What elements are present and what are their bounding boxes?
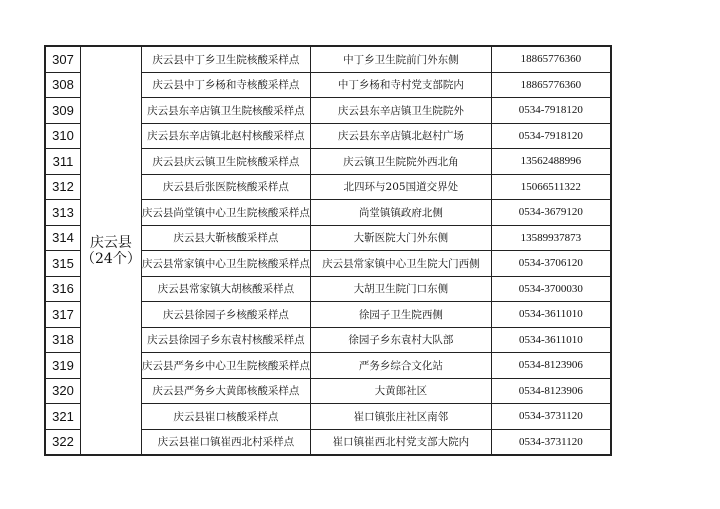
site-address: 中丁乡杨和寺村党支部院内 [310,72,491,98]
row-number: 320 [45,378,81,404]
county-cell [81,46,142,455]
site-address: 严务乡综合文化站 [310,353,491,379]
site-address: 中丁乡卫生院前门外东侧 [310,46,491,72]
row-number: 312 [45,174,81,200]
site-name: 庆云县崔口镇崔西北村采样点 [141,429,310,455]
site-address: 庆云镇卫生院院外西北角 [310,149,491,175]
site-address: 庆云县常家镇中心卫生院大门西侧 [310,251,491,277]
row-number: 309 [45,98,81,124]
row-number: 318 [45,327,81,353]
site-name: 庆云县大靳核酸采样点 [141,225,310,251]
site-address: 尚堂镇镇政府北侧 [310,200,491,226]
row-number: 310 [45,123,81,149]
site-name: 庆云县东辛店镇卫生院核酸采样点 [141,98,310,124]
site-name: 庆云县中丁乡卫生院核酸采样点 [141,46,310,72]
contact-phone: 0534-3731120 [491,429,611,455]
site-address: 大黄郎社区 [310,378,491,404]
row-number: 321 [45,404,81,430]
contact-phone: 0534-3731120 [491,404,611,430]
row-number: 315 [45,251,81,277]
row-number: 308 [45,72,81,98]
site-name: 庆云县尚堂镇中心卫生院核酸采样点 [141,200,310,226]
site-name: 庆云县徐园子乡东袁村核酸采样点 [141,327,310,353]
site-address: 徐园子乡东袁村大队部 [310,327,491,353]
testing-sites-table [44,45,612,456]
table-body [45,46,611,455]
site-name: 庆云县严务乡中心卫生院核酸采样点 [141,353,310,379]
contact-phone: 13589937873 [491,225,611,251]
contact-phone: 0534-3611010 [491,327,611,353]
site-address: 庆云县东辛店镇北赵村广场 [310,123,491,149]
contact-phone: 0534-8123906 [491,378,611,404]
contact-phone: 0534-3706120 [491,251,611,277]
site-name: 庆云县常家镇中心卫生院核酸采样点 [141,251,310,277]
site-address: 庆云县东辛店镇卫生院院外 [310,98,491,124]
site-address: 崔口镇张庄社区南邻 [310,404,491,430]
row-number: 311 [45,149,81,175]
row-number: 319 [45,353,81,379]
contact-phone: 15066511322 [491,174,611,200]
contact-phone: 0534-7918120 [491,98,611,124]
contact-phone: 0534-3700030 [491,276,611,302]
site-name: 庆云县徐园子乡核酸采样点 [141,302,310,328]
contact-phone: 0534-3679120 [491,200,611,226]
row-number: 317 [45,302,81,328]
table-row [45,46,611,72]
contact-phone: 13562488996 [491,149,611,175]
site-name: 庆云县常家镇大胡核酸采样点 [141,276,310,302]
site-address: 崔口镇崔西北村党支部大院内 [310,429,491,455]
row-number: 316 [45,276,81,302]
site-address: 大胡卫生院门口东侧 [310,276,491,302]
site-name: 庆云县严务乡大黄郎核酸采样点 [141,378,310,404]
contact-phone: 18865776360 [491,46,611,72]
site-name: 庆云县庆云镇卫生院核酸采样点 [141,149,310,175]
row-number: 314 [45,225,81,251]
site-address: 大靳医院大门外东侧 [310,225,491,251]
site-name: 庆云县后张医院核酸采样点 [141,174,310,200]
site-address: 徐园子卫生院西侧 [310,302,491,328]
contact-phone: 0534-8123906 [491,353,611,379]
contact-phone: 0534-3611010 [491,302,611,328]
site-name: 庆云县中丁乡杨和寺核酸采样点 [141,72,310,98]
county-name: 庆云县 [89,234,132,251]
row-number: 313 [45,200,81,226]
site-address: 北四环与205国道交界处 [310,174,491,200]
contact-phone: 18865776360 [491,72,611,98]
site-name: 庆云县东辛店镇北赵村核酸采样点 [141,123,310,149]
row-number: 307 [45,46,81,72]
site-name: 庆云县崔口核酸采样点 [141,404,310,430]
county-site-count: （24个） [81,250,141,267]
contact-phone: 0534-7918120 [491,123,611,149]
row-number: 322 [45,429,81,455]
